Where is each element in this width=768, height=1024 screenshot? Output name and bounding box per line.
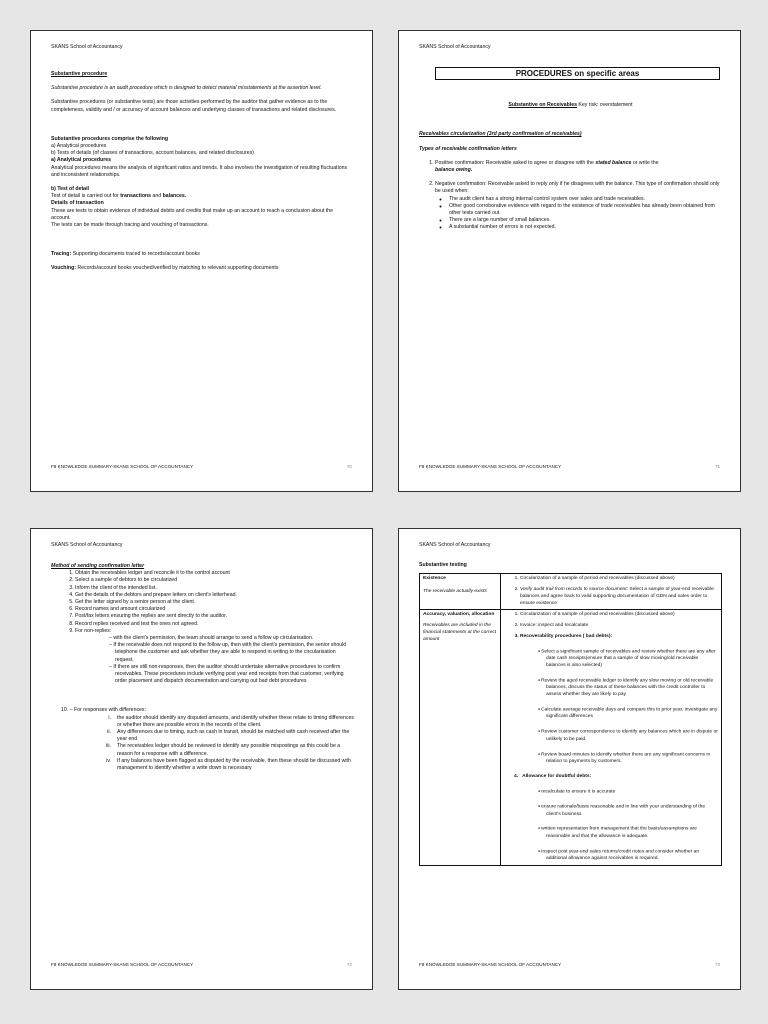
section-heading: Method of sending confirmation letter	[51, 563, 145, 569]
bullet-item: ● recalculate to ensure it is accurate	[504, 788, 718, 797]
bullet-icon	[538, 789, 541, 794]
allowance-list	[504, 788, 718, 863]
list-item: – If there are still non-responses, then the auditor should undertake alternative procedures to confirm receivables. These procedures include verifying post year end receipts from that customer, verifying order placement and dispatch documentation and carrying out bad debt procedures	[109, 663, 344, 685]
bullet-item: ◦ There are a large number of small balances.	[449, 217, 722, 224]
page-number: 72	[346, 962, 352, 967]
page-body	[419, 67, 722, 232]
list-item: 8. Record replies received and test the ones not agreed.	[75, 621, 354, 628]
bullet-list	[435, 196, 722, 232]
table-row	[420, 610, 722, 866]
paragraph: These are tests to obtain evidence of individual debits and credits that make up an account to reach a conclusion about the account.	[51, 207, 334, 221]
list-item: 3. Inform the client of the intended list.	[75, 585, 354, 592]
list-item: 7. Post/fax letters ensuring the replies are sent directly to the auditor.	[75, 613, 354, 620]
bullet-icon	[538, 827, 541, 832]
recoverability-list	[504, 648, 718, 766]
list-item: 9. For non-replies:	[75, 628, 354, 635]
page-number: 71	[714, 464, 720, 469]
nonreply-list	[51, 635, 354, 685]
list-item	[51, 743, 354, 757]
page-footer: F8 KNOWLEDGE SUMMARY-SKANS SCHOOL OF ACCOUNTANCY 73	[419, 962, 720, 967]
list-item: 6. Record names and amount circularized	[75, 606, 354, 613]
list-item	[51, 729, 354, 743]
list-item: b) Tests of details (of classes of transactions, account balances, and related disclosures)	[51, 150, 254, 157]
tracing-line: Tracing: Supporting documents traced to records/account books	[51, 251, 200, 258]
differences-list	[51, 715, 354, 773]
bullet-icon	[538, 730, 541, 735]
steps-list	[51, 570, 354, 635]
page-footer: F8 KNOWLEDGE SUMMARY-SKANS SCHOOL OF ACCOUNTANCY 71	[419, 464, 720, 469]
list-item	[51, 758, 354, 772]
section-heading: Substantive testing	[419, 562, 467, 568]
section-heading: Substantive procedure	[51, 71, 108, 77]
list-item-text: The receivables ledger should be reviewed to identify any possible mispostings as this could be a reason for a response with a difference.	[117, 743, 341, 757]
page-title: PROCEDURES on specific areas	[435, 67, 720, 80]
list-item: – with the client's permission, the team should arrange to send a follow up circularisation.	[109, 635, 314, 642]
bullet-icon	[538, 649, 541, 654]
roman-numeral: i.	[108, 714, 111, 721]
document-page-71	[398, 30, 741, 492]
page-footer: F8 KNOWLEDGE SUMMARY-SKANS SCHOOL OF ACCOUNTANCY 70	[51, 464, 352, 469]
list-item: 2. Negative confirmation: Receivable asked to reply only if he disagrees with the balance. This type of confirmation should only be used when: ◦ The audit client has a strong internal control system over sales and trade receivables. ◦ Other good corroborative evidence with regard to the existence of trade receivables has already been obtained from other tests carried out. ◦ There are a large number of small balances. ◦ A substantial number of errors is not expected.	[435, 181, 722, 231]
page-header: SKANS School of Accountancy	[419, 44, 491, 50]
list-item: 1. Positive confirmation: Receivable asked to agree or disagree with the stated balance or write the balance owing.	[435, 160, 722, 174]
document-page-73	[398, 528, 741, 990]
page-body	[419, 562, 722, 866]
bullet-item: ● Calculate average receivable days and compare this to prior year, investigate any significant differences	[504, 706, 718, 721]
page-body	[51, 71, 354, 273]
bullet-item: ● Select a significant sample of receivables and review whether there are any after date cash receipts(ensure that a sample of slow moving/old receivable balances is also selected)	[504, 648, 718, 670]
substantive-testing-table	[419, 573, 722, 866]
subheading: Types of receivable confirmation letters	[419, 145, 517, 152]
list-item: – If the receivable does not respond to the follow up, then with the client's permission, the senior should telephone the customer and ask whether they are able to respond in writing to the circularisation request.	[109, 642, 347, 663]
list-item-text: If any balances have been flagged as disputed by the receivable, then these should be discussed with management to identify whether a write down is necessary	[117, 757, 351, 772]
roman-numeral: iii.	[106, 743, 111, 750]
confirmation-types-list	[419, 160, 722, 232]
bullet-icon	[538, 679, 541, 684]
subheading: a) Analytical procedures	[51, 157, 112, 164]
paragraph: Substantive procedures (or substantive tests) are those activities performed by the auditor that gather evidence as to the completeness, validity and / or accuracy of account balances and underlying classes of transactions and related disclosures.	[51, 99, 337, 113]
bullet-icon	[538, 805, 541, 810]
assertion-cell: Existence The receivable actually exists	[420, 574, 501, 610]
paragraph: The tests can be made through tracing and vouching of transactions.	[51, 222, 209, 229]
list-item: 2. Select a sample of debtors to be circularized	[75, 577, 354, 584]
table-row	[420, 574, 722, 610]
list-item: 10. – For responses with differences:	[61, 707, 146, 714]
paragraph: Test of detail is carried out for transactions and balances.	[51, 193, 187, 200]
bullet-item: ● Review board minutes to identify whether there are any significant concerns in relation to payments by customers.	[504, 751, 718, 766]
page-header: SKANS School of Accountancy	[51, 44, 123, 50]
bullet-item: ◦ A substantial number of errors is not expected.	[449, 224, 722, 231]
list-item-text: Any differences due to timing, such as cash in transit, should be matched with cash received after the year end	[117, 729, 350, 743]
page-header: SKANS School of Accountancy	[51, 542, 123, 548]
subheading: Substantive procedures comprise the following	[51, 135, 169, 142]
procedure-cell: 1. Circularization of a sample of period end receivables (discussed above) 2. Verify audit trail from records to source document: Select a sample of year-end receivable balances and agree back to valid supporting documentation of GDN and sales order to ensure existence	[501, 574, 722, 610]
page-number: 70	[346, 464, 352, 469]
bullet-icon	[538, 849, 541, 854]
list-item: a) Analytical procedures	[51, 143, 107, 150]
list-item: 5. Get the letter signed by a senior person at the client.	[75, 599, 354, 606]
page-body	[51, 563, 354, 772]
document-page-70	[30, 30, 373, 492]
document-page-72	[30, 528, 373, 990]
list-item: 1. Obtain the receivables ledger and reconcile it to the control account	[75, 570, 354, 577]
bullet-icon	[538, 708, 541, 713]
definition-text: Substantive procedure is an audit procedure which is designed to detect material misstatements at the assertion level.	[51, 85, 322, 92]
page-header: SKANS School of Accountancy	[419, 542, 491, 548]
bullet-item: ◦ The audit client has a strong internal control system over sales and trade receivables.	[449, 196, 722, 203]
bullet-icon	[538, 752, 541, 757]
bullet-item: ◦ Other good corroborative evidence with regard to the existence of trade receivables has already been obtained from other tests carried out.	[449, 203, 722, 217]
list-item: 4. Get the details of the debtors and prepare letters on client's letterhead.	[75, 592, 354, 599]
bullet-item: ● Inspect post year-end sales returns/credit notes and consider whether an additional allowance against receivables is required.	[504, 848, 718, 863]
bullet-item: ● Review customer correspondence to identify any balances which are in dispute or unlikely to be paid.	[504, 728, 718, 743]
page-number: 73	[714, 962, 720, 967]
list-item	[51, 715, 354, 729]
paragraph: Analytical procedures means the analysis of significant ratios and trends. It also involves the investigation of resulting fluctuations and inconsistent relationships.	[51, 164, 348, 178]
roman-numeral: iv.	[106, 757, 111, 764]
bullet-item: ● ensure rationale/basis reasonable and in line with your understanding of the client's business	[504, 803, 718, 818]
section-heading: Receivables circularization (3rd party confirmation of receivables)	[419, 131, 582, 138]
roman-numeral: ii.	[107, 729, 111, 736]
bullet-item: ● written representation from management that the basis/assumptions are reasonable and that the allowance is adequate.	[504, 825, 718, 840]
subheading: Details of transaction	[51, 200, 104, 207]
bullet-item: ● Review the aged receivable ledger to identify any slow moving or old receivable balances, discuss the status of these balances with the credit controller to assess whether they are likely to pay	[504, 677, 718, 699]
vouching-line: Vouching: Records/account books vouched/verified by matching to relevant supporting documents	[51, 265, 279, 272]
procedure-cell: 1. Circularization of a sample of period end receivables (discussed above) 2. Invoice: inspect and recalculate 3. Recoverability procedures ( bad debts): ● Select a significant sample of receivables and review whether there are any after date cash receipts(ensure that a sample of slow moving/old receivable balances is also selected) ● Review the aged receivable ledger to identify any slow moving or old receivable balances, discuss the status of these balances with the credit controller to assess whether they are likely to pay ● Calculate average receivable days and compare this to prior year, investigate any significant differences ● Review customer correspondence to identify any balances which are in dispute or unlikely to be paid. ● Review board minutes to identify whether there are any significant concerns in relation to payments by customers. 4. Allowance for doubtful debts: ● recalculate to ensure it is accurate ● ensure rationale/basis reasonable and in line with your understanding of the client's business ● written representation from management that the basis/assumptions are reasonable and that the allowance is adequate. ● Inspect post year-end sales returns/credit notes and consider whether an additional allowance against receivables is required.	[501, 610, 722, 866]
page-footer: F8 KNOWLEDGE SUMMARY-SKANS SCHOOL OF ACCOUNTANCY 72	[51, 962, 352, 967]
list-item-text: the auditor should identify any disputed amounts, and identify whether these relate to timing differences or whether there are possible errors in the records of the client.	[117, 714, 354, 728]
subheading: b) Test of detail	[51, 186, 89, 193]
subtitle: Substantive on Receivables Key risk: overstatement	[508, 102, 633, 109]
assertion-cell: Accuracy, valuation, allocation Receivables are included in the financial statements at the correct amount	[420, 610, 501, 866]
